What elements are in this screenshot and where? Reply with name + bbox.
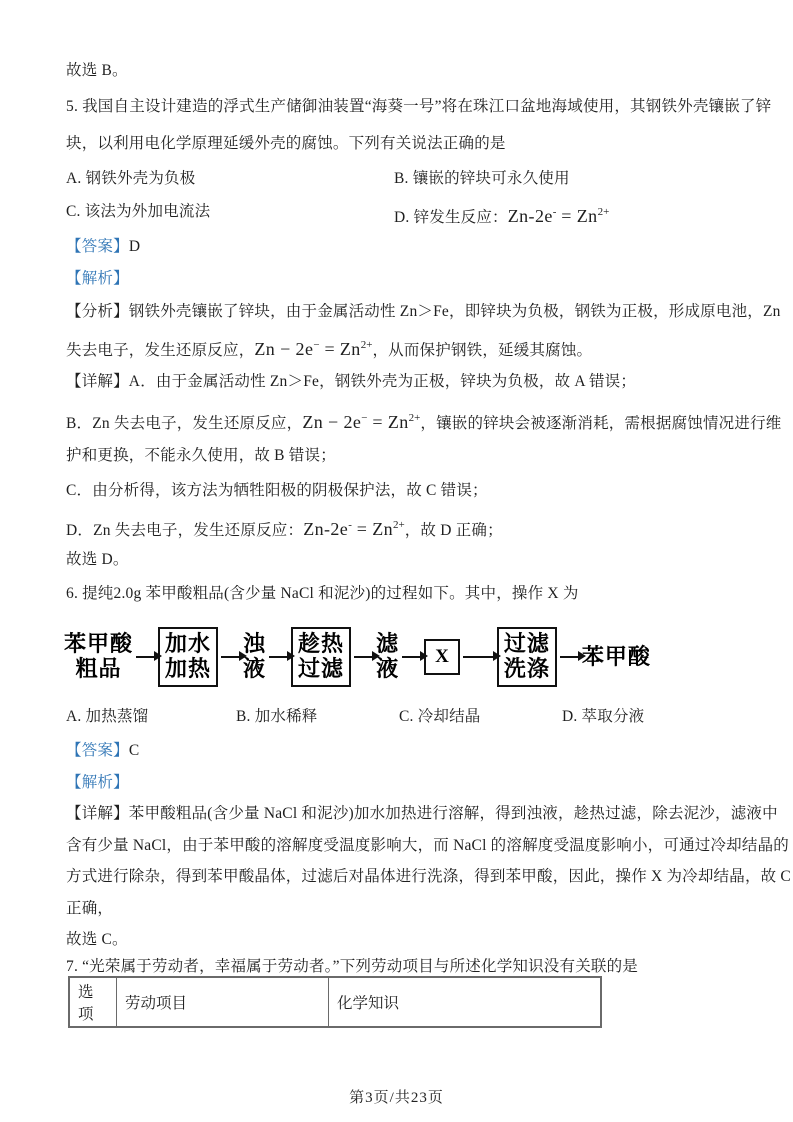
q5-option-c: C. 该法为外加电流法 — [66, 203, 211, 220]
q6-conclusion: 故选 C。 — [66, 931, 128, 948]
q5-options-row2 — [66, 201, 610, 226]
q6-detail-line4: 正确， — [66, 900, 114, 917]
q5-option-d: D. 锌发生反应：$Zn-2e^- = Zn^{2+}$ — [394, 206, 610, 226]
flow-filtrate-label: 滤 液 — [376, 631, 400, 681]
page-number: 第3页/共23页 — [349, 1090, 444, 1106]
q5-option-a: A. 钢铁外壳为负极 — [66, 170, 196, 187]
flow-arrow-icon — [463, 656, 494, 658]
flow-source-label: 苯甲酸 粗品 — [64, 631, 134, 681]
q6-option-d: D. 萃取分液 — [562, 708, 645, 725]
flow-arrow-icon — [269, 656, 288, 658]
flow-step-hot-filter: 趁热 过滤 — [291, 627, 351, 686]
q5-options-row1 — [66, 168, 570, 190]
q5-fenxi-line1: 【分析】钢铁外壳镶嵌了锌块，由于金属活动性 Zn＞Fe，即锌块为负极，钢铁为正极，形成原电池，Zn — [66, 303, 781, 320]
zn-equation: $Zn - 2e^- = Zn^{2+}$ — [254, 339, 373, 359]
q6-detail-line3: 方式进行除杂，得到苯甲酸晶体，过滤后对晶体进行洗涤，得到苯甲酸，因此，操作 X 为冷却结晶，故 C — [66, 868, 791, 885]
flow-arrow-icon — [136, 656, 155, 658]
q5-analysis-header: 【解析】 — [66, 270, 129, 287]
flow-step-x: X — [424, 639, 460, 674]
q5-fenxi-line2: 失去电子，发生还原反应，$Zn - 2e^- = Zn^{2+}$，从而保护钢铁，延缓其腐蚀。 — [66, 339, 593, 359]
q7-table — [68, 976, 602, 1028]
q7-table-header-option: 选项 — [69, 977, 117, 1027]
answer-label: 【答案】 — [66, 742, 129, 759]
q5-detail-d: D．Zn 失去电子，发生还原反应：$Zn-2e^- = Zn^{2+}$，故 D 正确； — [66, 519, 503, 539]
flow-step-add-water-heat: 加水 加热 — [158, 627, 218, 686]
zn-equation: $Zn - 2e^- = Zn^{2+}$ — [302, 412, 421, 432]
q7-table-header-project: 劳动项目 — [117, 977, 329, 1027]
q5-stem-line1: 5. 我国自主设计建造的浮式生产储御油装置“海葵一号”将在珠江口盆地海域使用，其钢铁外壳镶嵌了锌 — [66, 98, 772, 115]
q5-detail-b-line1: B．Zn 失去电子，发生还原反应，$Zn - 2e^- = Zn^{2+}$，镶嵌的锌块会被逐渐消耗，需根据腐蚀情况进行维 — [66, 412, 782, 432]
q5-option-b: B. 镶嵌的锌块可永久使用 — [394, 170, 570, 187]
q5-detail-b-line2: 护和更换，不能永久使用，故 B 错误； — [66, 447, 336, 464]
q4-conclusion: 故选 B。 — [66, 62, 128, 79]
q5-detail-a: 【详解】A．由于金属活动性 Zn＞Fe，钢铁外壳为正极，锌块为负极，故 A 错误； — [66, 373, 637, 390]
flow-arrow-icon — [402, 656, 421, 658]
flow-product-label: 苯甲酸 — [581, 643, 651, 669]
q6-answer-value: C — [128, 742, 140, 759]
q6-detail-line1: 【详解】苯甲酸粗品(含少量 NaCl 和泥沙)加水加热进行溶解，得到浊液，趁热过滤，除去泥沙，滤液中 — [66, 805, 778, 822]
q7-table-header-knowledge: 化学知识 — [329, 977, 602, 1027]
zn-equation: $Zn-2e^- = Zn^{2+}$ — [303, 519, 405, 539]
q6-answer-line — [66, 740, 139, 762]
flow-turbid-liquid-label: 浊 液 — [243, 631, 267, 681]
answer-label: 【答案】 — [66, 238, 129, 255]
purification-flow-diagram — [64, 612, 651, 702]
q5-stem-line2: 块，以利用电化学原理延缓外壳的腐蚀。下列有关说法正确的是 — [66, 135, 506, 152]
flow-step-filter-wash: 过滤 洗涤 — [497, 627, 557, 686]
q5-answer-value: D — [128, 238, 141, 255]
q6-option-c: C. 冷却结晶 — [399, 708, 481, 725]
flow-arrow-icon — [354, 656, 373, 658]
flow-arrow-icon — [221, 656, 240, 658]
q5-conclusion: 故选 D。 — [66, 551, 129, 568]
q5-detail-c: C．由分析得，该方法为牺牲阳极的阴极保护法，故 C 错误； — [66, 482, 488, 499]
zn-equation: $Zn-2e^- = Zn^{2+}$ — [507, 206, 610, 226]
q7-stem: 7. “光荣属于劳动者，幸福属于劳动者。”下列劳动项目与所述化学知识没有关联的是 — [66, 958, 639, 975]
q6-option-a: A. 加热蒸馏 — [66, 708, 149, 725]
q6-analysis-header: 【解析】 — [66, 774, 129, 791]
q6-detail-line2: 含有少量 NaCl，由于苯甲酸的溶解度受温度影响大，而 NaCl 的溶解度受温度影响小，可通过冷却结晶的 — [66, 837, 789, 854]
q7-table-header-row — [69, 977, 601, 1027]
q5-answer-line — [66, 236, 140, 258]
q6-stem: 6. 提纯2.0g 苯甲酸粗品(含少量 NaCl 和泥沙)的过程如下。其中，操作 X 为 — [66, 585, 579, 602]
q6-option-b: B. 加水稀释 — [236, 708, 318, 725]
flow-arrow-icon — [560, 656, 579, 658]
